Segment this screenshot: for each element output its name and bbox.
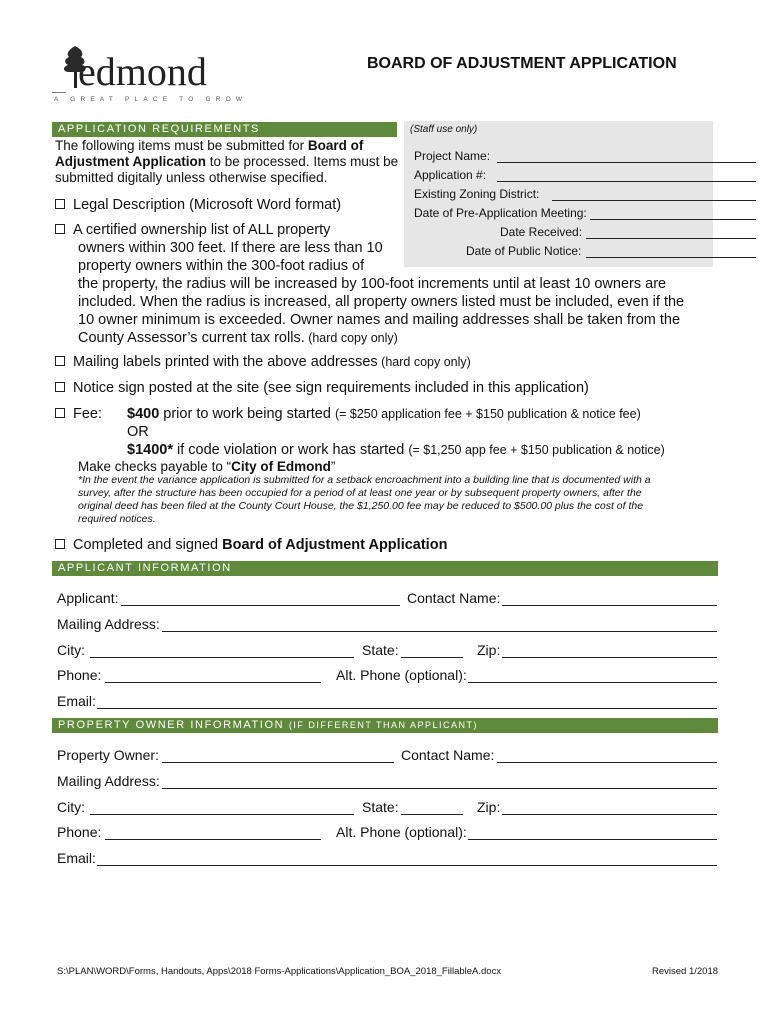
item-ownership-list: A certified ownership list of ALL property [55,221,330,239]
owner-phone-field[interactable] [105,839,321,840]
applicant-email-label: Email: [57,693,96,709]
owner-state-label: State: [362,799,399,815]
owner-mailing-field[interactable] [162,788,717,789]
checkbox-icon[interactable] [55,199,65,209]
date-received-label: Date Received: [500,225,583,239]
owner-mailing-label: Mailing Address: [57,773,160,789]
item-completed-application: Completed and signed Board of Adjustment Application [55,536,447,554]
item-notice-sign: Notice sign posted at the site (see sign requirements included in this application) [55,379,589,397]
logo-tagline: A GREAT PLACE TO GROW [54,96,248,103]
checkbox-icon[interactable] [55,356,65,366]
applicant-contact-field[interactable] [502,605,717,606]
item-fee: Fee: [55,405,102,423]
checkbox-icon[interactable] [55,539,65,549]
revised-date: Revised 1/2018 [652,966,719,977]
checks-payable: Make checks payable to “City of Edmond” [78,459,336,474]
owner-email-label: Email: [57,850,96,866]
applicant-phone-field[interactable] [105,682,321,683]
project-name-field[interactable] [497,162,756,163]
pre-app-meeting-field[interactable] [590,219,756,220]
applicant-email-field[interactable] [97,708,717,709]
file-path: S:\PLAN\WORD\Forms, Handouts, Apps\2018 Forms-Applications\Application_BOA_2018_FillableA.docx [57,966,502,977]
owners-line-4: the property, the radius will be increased by 100-foot increments until at least 10 owners are [78,276,667,292]
fee-note-3: original deed has been filed at the County Court House, the $1,250.00 fee may be reduced to $500.00 plus the cost of the [78,500,644,512]
owner-alt-phone-field[interactable] [468,839,717,840]
item-mailing-labels: Mailing labels printed with the above addresses (hard copy only) [55,353,471,371]
project-name-label: Project Name: [414,149,491,163]
pre-app-meeting-label: Date of Pre-Application Meeting: [414,206,587,220]
applicant-label: Applicant: [57,590,119,606]
owners-line-7: County Assessor’s current tax rolls. (hard copy only) [78,330,398,346]
applicant-city-field[interactable] [90,657,354,658]
owner-city-label: City: [57,799,85,815]
owner-contact-label: Contact Name: [401,747,495,763]
applicant-zip-label: Zip: [477,642,501,658]
owner-contact-field[interactable] [497,762,717,763]
item-legal-description: Legal Description (Microsoft Word format) [55,196,341,214]
applicant-city-label: City: [57,642,85,658]
fee-note-4: required notices. [78,513,156,525]
intro-line-1: The following items must be submitted for Board of [55,138,364,153]
owner-state-field[interactable] [401,814,463,815]
zoning-district-label: Existing Zoning District: [414,187,540,201]
applicant-alt-phone-label: Alt. Phone (optional): [336,667,467,683]
fee-option-2: $1400* if code violation or work has started (= $1,250 app fee + $150 publication & notice) [127,442,665,458]
page-title: BOARD OF ADJUSTMENT APPLICATION [367,55,677,72]
logo-wordmark: edmond [78,49,207,94]
fee-option-1: $400 prior to work being started (= $250 application fee + $150 publication & notice fee) [127,406,641,422]
applicant-phone-label: Phone: [57,667,102,683]
date-received-field[interactable] [586,238,756,239]
applicant-field[interactable] [121,605,400,606]
public-notice-label: Date of Public Notice: [466,244,582,258]
applicant-heading: APPLICANT INFORMATION [52,561,718,576]
owner-zip-field[interactable] [502,814,717,815]
owner-city-field[interactable] [90,814,354,815]
fee-or: OR [127,424,149,440]
owner-label: Property Owner: [57,747,159,763]
applicant-zip-field[interactable] [502,657,717,658]
application-number-label: Application #: [414,168,487,182]
intro-line-2: Adjustment Application to be processed. Items must be [55,154,399,169]
staff-use-note: (Staff use only) [410,124,478,135]
applicant-mailing-label: Mailing Address: [57,616,160,632]
application-number-field[interactable] [497,181,756,182]
applicant-state-field[interactable] [401,657,463,658]
owners-line-3: property owners within the 300-foot radius of [78,258,365,274]
owner-zip-label: Zip: [477,799,501,815]
owner-phone-label: Phone: [57,824,102,840]
owner-alt-phone-label: Alt. Phone (optional): [336,824,467,840]
owner-field[interactable] [162,762,394,763]
zoning-district-field[interactable] [552,200,756,201]
applicant-alt-phone-field[interactable] [468,682,717,683]
requirements-heading: APPLICATION REQUIREMENTS [52,122,397,137]
owners-line-5: included. When the radius is increased, all property owners listed must be included, even if the [78,294,685,310]
intro-line-3: submitted digitally unless otherwise specified. [55,170,328,185]
checkbox-icon[interactable] [55,382,65,392]
applicant-mailing-field[interactable] [162,631,717,632]
owners-line-6: 10 owner minimum is exceeded. Owner names and mailing addresses shall be taken from the [78,312,681,328]
applicant-contact-label: Contact Name: [407,590,501,606]
public-notice-field[interactable] [586,257,756,258]
checkbox-icon[interactable] [55,408,65,418]
owner-email-field[interactable] [97,865,717,866]
fee-note-1: *In the event the variance application is submitted for a setback encroachment into a building line that is documented with a [78,474,651,486]
fee-note-2: survey, after the structure has been occupied for a period of at least one year or by subsequent property owners, after the [78,487,642,499]
applicant-state-label: State: [362,642,399,658]
owner-heading: PROPERTY OWNER INFORMATION (IF DIFFERENT THAN APPLICANT) [52,718,718,733]
owners-line-2: owners within 300 feet. If there are less than 10 [78,240,383,256]
checkbox-icon[interactable] [55,224,65,234]
